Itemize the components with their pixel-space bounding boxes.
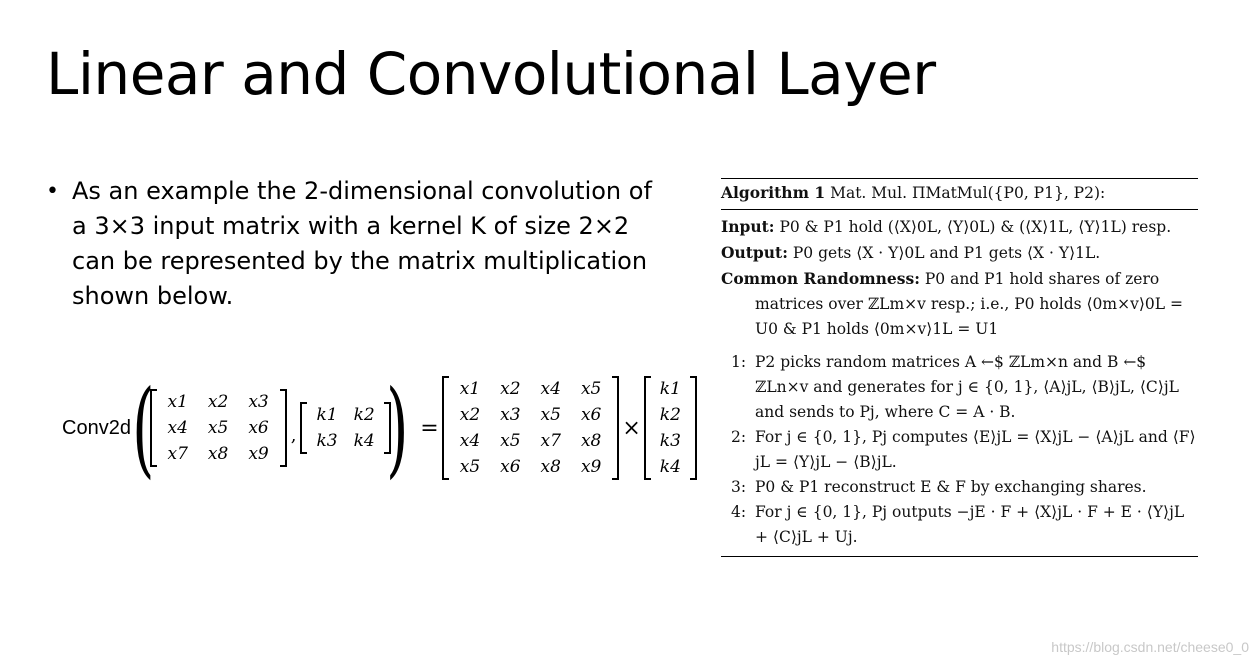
matrix-cell: k3 [659, 431, 681, 451]
matrix-cell: x1 [459, 379, 481, 399]
matrix-cell: x4 [459, 431, 481, 451]
watermark: https://blog.csdn.net/cheese0_0 [1051, 639, 1249, 655]
equals-sign: = [420, 415, 439, 441]
kernel-vector [644, 376, 697, 480]
algorithm-randomness [721, 266, 1198, 342]
matrix-cell: k1 [659, 379, 681, 399]
matrix-cell: x3 [248, 392, 269, 412]
randomness-text: P0 and P1 hold shares of zero matrices over ℤLm×v resp.; i.e., P0 holds ⟨0m×v⟩0L = U0 & P1 holds ⟨0m×v⟩1L = U1 [755, 270, 1183, 338]
header-rule [721, 209, 1198, 210]
comma-separator: , [290, 425, 297, 446]
matrix-cell: x1 [167, 392, 188, 412]
matrix-cell: x9 [248, 444, 269, 464]
kernel-matrix [300, 402, 390, 454]
matrix-cell: x5 [207, 418, 229, 438]
matrix-cell: x6 [248, 418, 269, 438]
algorithm-step [721, 500, 1198, 550]
matrix-cell: x5 [580, 379, 602, 399]
output-label: Output: [721, 243, 788, 262]
matrix-cell: x7 [167, 444, 188, 464]
matrix-cell: x6 [500, 457, 521, 477]
conv2d-operator: Conv2d [62, 416, 131, 439]
matrix-cell: x5 [500, 431, 521, 451]
algorithm-step [721, 350, 1198, 425]
bottom-rule [721, 556, 1198, 557]
algorithm-name: Mat. Mul. ΠMatMul({P0, P1}, P2): [830, 184, 1106, 202]
matrix-cell: x8 [580, 431, 602, 451]
matrix-cell: x2 [500, 379, 521, 399]
matrix-cell: x6 [580, 405, 602, 425]
matrix-cell: x7 [540, 431, 561, 451]
matrix-cell: k2 [353, 405, 375, 425]
matrix-cell: x4 [540, 379, 561, 399]
algorithm-step [721, 425, 1198, 475]
algorithm-box [721, 178, 1198, 557]
matrix-cell: k1 [316, 405, 338, 425]
step-number: 4: [731, 503, 747, 521]
conv2d-formula [62, 367, 697, 489]
randomness-label: Common Randomness: [721, 269, 920, 288]
step-text: For j ∈ {0, 1}, Pj outputs −jE · F + ⟨X⟩jL · F + E · ⟨Y⟩jL + ⟨C⟩jL + Uj. [755, 503, 1185, 546]
matrix-cell: x9 [580, 457, 602, 477]
step-number: 2: [731, 428, 747, 446]
slide-title: Linear and Convolutional Layer [46, 40, 936, 108]
patch-matrix [442, 376, 620, 480]
algorithm-header [721, 179, 1198, 206]
matrix-cell: k3 [316, 431, 338, 451]
bullet-text: As an example the 2-dimensional convolution of a 3×3 input matrix with a kernel K of size 2×2 can be represented by the matrix multiplication shown below. [72, 177, 652, 310]
matrix-cell: x5 [540, 405, 561, 425]
times-sign: × [622, 415, 641, 441]
matrix-cell: x4 [167, 418, 188, 438]
bullet-dot-icon: • [46, 179, 59, 204]
algorithm-step [721, 475, 1198, 500]
left-paren: ( [132, 367, 155, 489]
step-text: P0 & P1 reconstruct E & F by exchanging shares. [755, 478, 1147, 496]
bullet-list [46, 174, 656, 314]
matrix-cell: k4 [353, 431, 375, 451]
input-matrix [150, 389, 287, 467]
output-text: P0 gets ⟨X · Y⟩0L and P1 gets ⟨X · Y⟩1L. [792, 244, 1101, 262]
input-label: Input: [721, 217, 775, 236]
algorithm-input [721, 214, 1198, 240]
matrix-cell: x2 [459, 405, 481, 425]
algorithm-output [721, 240, 1198, 266]
matrix-cell: x8 [207, 444, 229, 464]
matrix-cell: x8 [540, 457, 561, 477]
matrix-cell: x5 [459, 457, 481, 477]
step-text: P2 picks random matrices A ←$ ℤLm×n and B ←$ ℤLn×v and generates for j ∈ {0, 1}, ⟨A⟩jL, ⟨B⟩jL, ⟨C⟩jL and sends to Pj, where C = A · B. [755, 353, 1179, 421]
matrix-cell: k2 [659, 405, 681, 425]
bullet-item [46, 174, 656, 314]
matrix-cell: x2 [207, 392, 229, 412]
input-text: P0 & P1 hold (⟨X⟩0L, ⟨Y⟩0L) & (⟨X⟩1L, ⟨Y⟩1L) resp. [779, 218, 1172, 236]
step-text: For j ∈ {0, 1}, Pj computes ⟨E⟩jL = ⟨X⟩jL − ⟨A⟩jL and ⟨F⟩jL = ⟨Y⟩jL − ⟨B⟩jL. [755, 428, 1196, 471]
algorithm-label: Algorithm 1 [721, 183, 826, 202]
step-number: 3: [731, 478, 747, 496]
step-number: 1: [731, 353, 747, 371]
matrix-cell: x3 [500, 405, 521, 425]
right-paren: ) [385, 367, 409, 489]
matrix-cell: k4 [659, 457, 681, 477]
